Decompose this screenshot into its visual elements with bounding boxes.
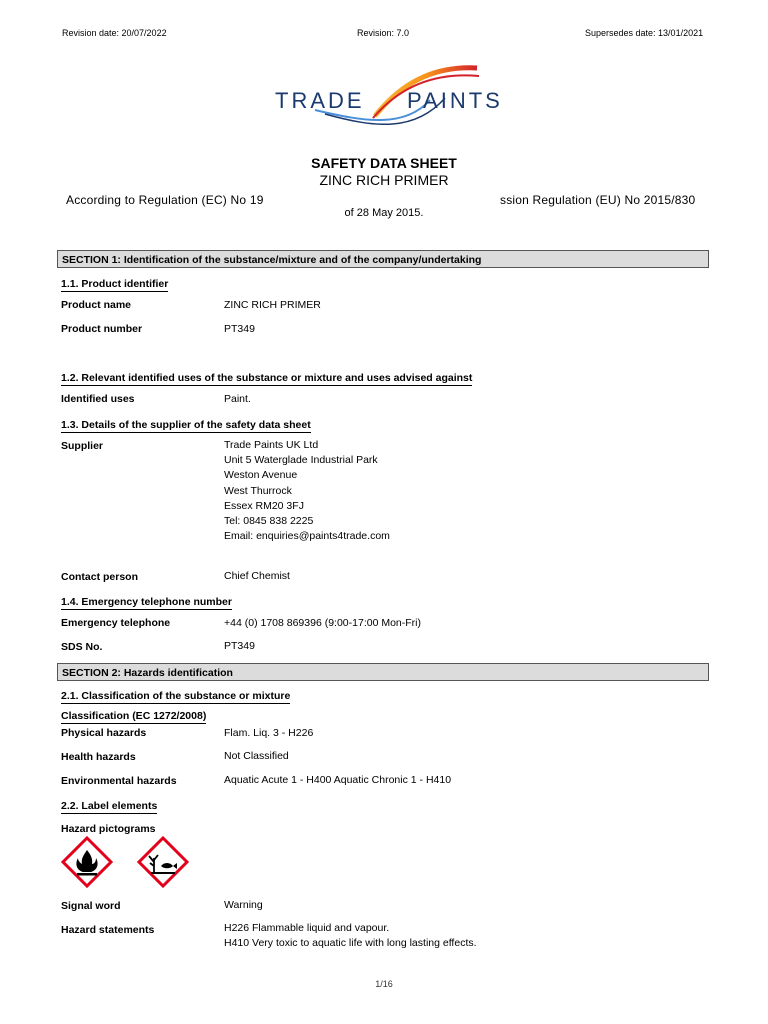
logo-text-left: TRADE (275, 88, 365, 113)
environment-pictogram-icon (137, 836, 189, 888)
health-hazards-value: Not Classified (224, 750, 289, 762)
document-title: SAFETY DATA SHEET (311, 155, 457, 171)
supplier-label: Supplier (61, 440, 104, 452)
hazard-pictograms-label: Hazard pictograms (61, 823, 156, 835)
product-name-label: Product name (61, 299, 132, 311)
flame-pictogram-icon (61, 836, 113, 888)
supplier-line: Trade Paints UK Ltd (224, 439, 319, 451)
hazard-statement-h410: H410 Very toxic to aquatic life with long lasting effects. (224, 937, 477, 950)
contact-person-value: Chief Chemist (224, 570, 290, 582)
subsection-1-4: 1.4. Emergency telephone number (61, 596, 232, 608)
logo-text-right: PAINTS (407, 88, 503, 113)
contact-person-label: Contact person (61, 571, 139, 583)
subsection-2-2: 2.2. Label elements (61, 800, 158, 812)
product-name-value: ZINC RICH PRIMER (224, 299, 321, 311)
section-2-heading: SECTION 2: Hazards identification (57, 663, 709, 681)
emergency-telephone-value: +44 (0) 1708 869396 (9:00-17:00 Mon-Fri) (224, 617, 421, 629)
section-1-heading: SECTION 1: Identification of the substance/mixture and of the company/undertaking (57, 250, 709, 268)
page-number: 1/16 (375, 979, 393, 989)
hazard-statements-label: Hazard statements (61, 924, 155, 936)
sds-number-label: SDS No. (61, 641, 103, 653)
regulation-text-date: of 28 May 2015. (344, 207, 424, 219)
document-subtitle: ZINC RICH PRIMER (319, 172, 449, 188)
physical-hazards-value: Flam. Liq. 3 - H226 (224, 727, 314, 739)
supplier-line: Essex RM20 3FJ (224, 499, 304, 512)
subsection-1-2: 1.2. Relevant identified uses of the substance or mixture and uses advised against (61, 372, 473, 384)
signal-word-value: Warning (224, 899, 263, 911)
revision-number: Revision: 7.0 (357, 28, 410, 38)
identified-uses-label: Identified uses (61, 393, 135, 405)
physical-hazards-label: Physical hazards (61, 727, 147, 739)
emergency-telephone-label: Emergency telephone (61, 617, 171, 629)
sds-number-value: PT349 (224, 640, 255, 652)
supersedes-date: Supersedes date: 13/01/2021 (585, 28, 704, 38)
supplier-line: West Thurrock (224, 484, 292, 497)
environmental-hazards-value: Aquatic Acute 1 - H400 Aquatic Chronic 1 - H410 (224, 774, 452, 786)
subsection-1-1: 1.1. Product identifier (61, 278, 169, 290)
identified-uses-value: Paint. (224, 393, 251, 405)
hazard-statement-h226: H226 Flammable liquid and vapour. (224, 922, 390, 934)
company-logo (255, 58, 510, 140)
product-number-label: Product number (61, 323, 143, 335)
health-hazards-label: Health hazards (61, 751, 136, 763)
supplier-line: Weston Avenue (224, 469, 298, 482)
revision-date: Revision date: 20/07/2022 (62, 28, 167, 38)
product-number-value: PT349 (224, 323, 255, 335)
subsection-1-3: 1.3. Details of the supplier of the safety data sheet (61, 419, 311, 431)
hazard-statements (224, 921, 477, 951)
supplier-line: Tel: 0845 838 2225 (224, 515, 314, 528)
regulation-text-left: According to Regulation (EC) No 19 (66, 193, 264, 207)
environmental-hazards-label: Environmental hazards (61, 775, 177, 787)
supplier-address (224, 438, 390, 544)
supplier-line: Unit 5 Waterglade Industrial Park (224, 454, 378, 467)
subsection-2-1: 2.1. Classification of the substance or mixture (61, 690, 291, 702)
regulation-text-right: ssion Regulation (EU) No 2015/830 (500, 193, 696, 207)
classification-heading: Classification (EC 1272/2008) (61, 710, 207, 722)
supplier-email: Email: enquiries@paints4trade.com (224, 530, 390, 543)
signal-word-label: Signal word (61, 900, 121, 912)
